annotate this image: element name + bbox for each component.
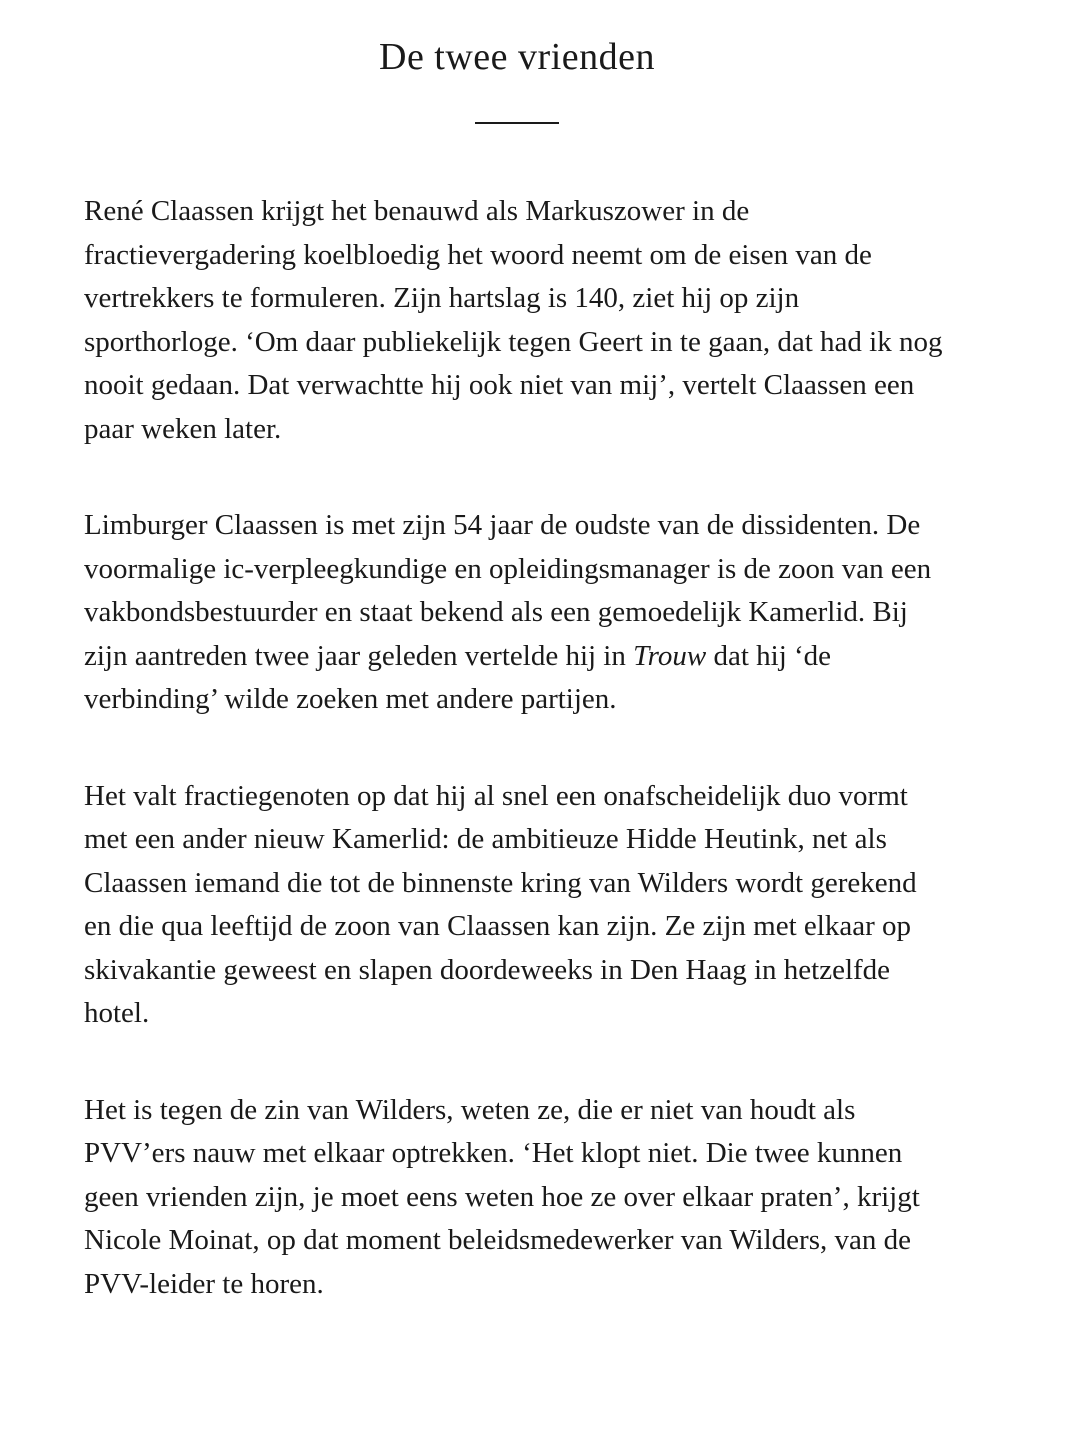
article: [84, 38, 950, 1306]
publication-name: Trouw: [633, 639, 707, 672]
paragraph-2: [84, 504, 950, 722]
paragraph-4: [84, 1089, 950, 1307]
paragraph-text: Het is tegen de zin van Wilders, weten ze, die er niet van houdt als PVV’ers nauw met elkaar optrekken. ‘Het klopt niet. Die twee kunnen geen vrienden zijn, je moet eens weten hoe ze over elkaar praten’, krijgt Nicole Moinat, op dat moment beleidsmedewerker van Wilders, van de PVV-leider te horen.: [84, 1093, 920, 1300]
page-background: [0, 38, 1080, 1432]
paragraph-text: Limburger Claassen is met zijn 54 jaar de oudste van de dissidenten. De voormalige ic-verpleegkundige en opleidingsmanager is de zoon van een vakbondsbestuurder en staat bekend als een gemoedelijk Kamerlid. Bij zijn aantreden twee jaar geleden vertelde hij in: [84, 509, 932, 672]
page-title: De twee vrienden: [379, 36, 655, 78]
paragraph-1: [84, 190, 950, 451]
paragraph-text: René Claassen krijgt het benauwd als Markuszower in de fractievergadering koelbloedig het woord neemt om de eisen van de vertrekkers te formuleren. Zijn hartslag is 140, ziet hij op zijn sporthorloge. ‘Om daar publiekelijk tegen Geert in te gaan, dat had ik nog nooit gedaan. Dat verwachtte hij ook niet van mij’, vertelt Claassen een paar weken later.: [84, 195, 943, 445]
paragraph-text: dat hij ‘de verbinding’ wilde zoeken met andere partijen.: [84, 639, 832, 715]
title-divider: [475, 122, 559, 124]
paragraph-3: [84, 775, 950, 1036]
paragraph-text: Het valt fractiegenoten op dat hij al snel een onafscheidelijk duo vormt met een ander nieuw Kamerlid: de ambitieuze Hidde Heutink, net als Claassen iemand die tot de binnenste kring van Wilders wordt gerekend en die qua leeftijd de zoon van Claassen kan zijn. Ze zijn met elkaar op skivakantie geweest en slapen doordeweeks in Den Haag in hetzelfde hotel.: [84, 779, 917, 1029]
